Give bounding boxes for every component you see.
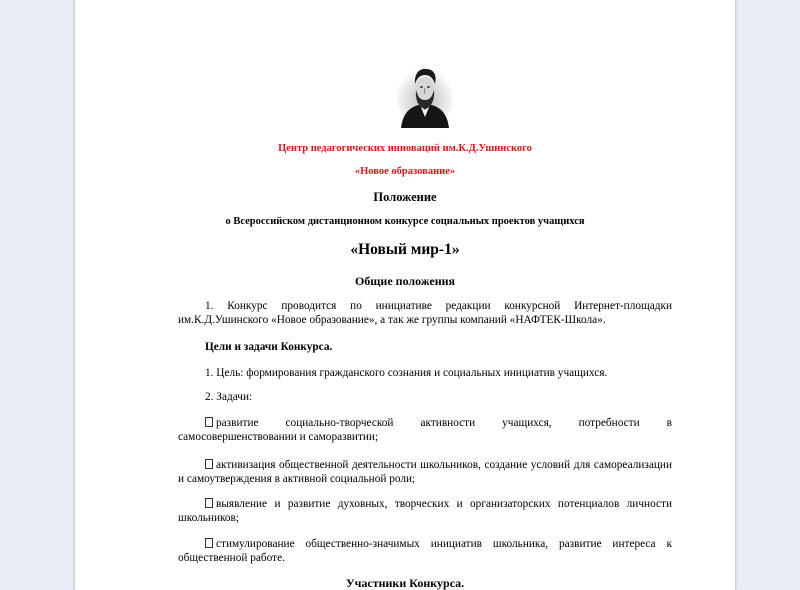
task-item: [178, 497, 672, 525]
task-text: выявление и развитие духовных, творческих и организаторских потенциалов личности школьников;: [178, 498, 672, 524]
bullet-icon: [205, 459, 213, 469]
section-heading-goals: Цели и задачи Конкурса.: [205, 341, 333, 353]
task-text: активизация общественной деятельности школьников, создание условий для самореализации и самоутверждения в активной социальной роли;: [178, 459, 672, 485]
task-item: [178, 537, 672, 565]
paragraph-goal: 1. Цель: формирования гражданского сознания и социальных инициатив учащихся.: [205, 367, 608, 379]
project-title: «Новое образование»: [354, 166, 456, 177]
document-page[interactable]: [74, 0, 736, 590]
paragraph-tasks-label: 2. Задачи:: [205, 391, 253, 403]
bullet-icon: [205, 538, 213, 548]
paragraph-organizers: 1. Конкурс проводится по инициативе редакции конкурсной Интернет-площадки им.К.Д.Ушинского «Новое образование», а так же группы компаний «НАФТЕК-Школа».: [178, 300, 672, 326]
bullet-icon: [205, 498, 213, 508]
contest-title: «Новый мир-1»: [350, 241, 460, 258]
portrait-image: [397, 62, 453, 128]
task-item: [178, 416, 672, 444]
organization-title: Центр педагогических инноваций им.К.Д.Ушинского: [278, 143, 532, 154]
task-item: [178, 458, 672, 486]
section-heading-general: Общие положения: [354, 274, 456, 288]
task-text: развитие социально-творческой активности учащихся, потребности в самосовершенствовании и саморазвитии;: [178, 417, 672, 443]
section-heading-participants: Участники Конкурса.: [345, 576, 465, 590]
document-type-heading: Положение: [373, 190, 437, 204]
document-subtitle: о Всероссийском дистанционном конкурсе социальных проектов учащихся: [225, 216, 585, 227]
bullet-icon: [205, 417, 213, 427]
task-text: стимулирование общественно-значимых инициатив школьника, развитие интереса к общественной работе.: [178, 538, 672, 564]
